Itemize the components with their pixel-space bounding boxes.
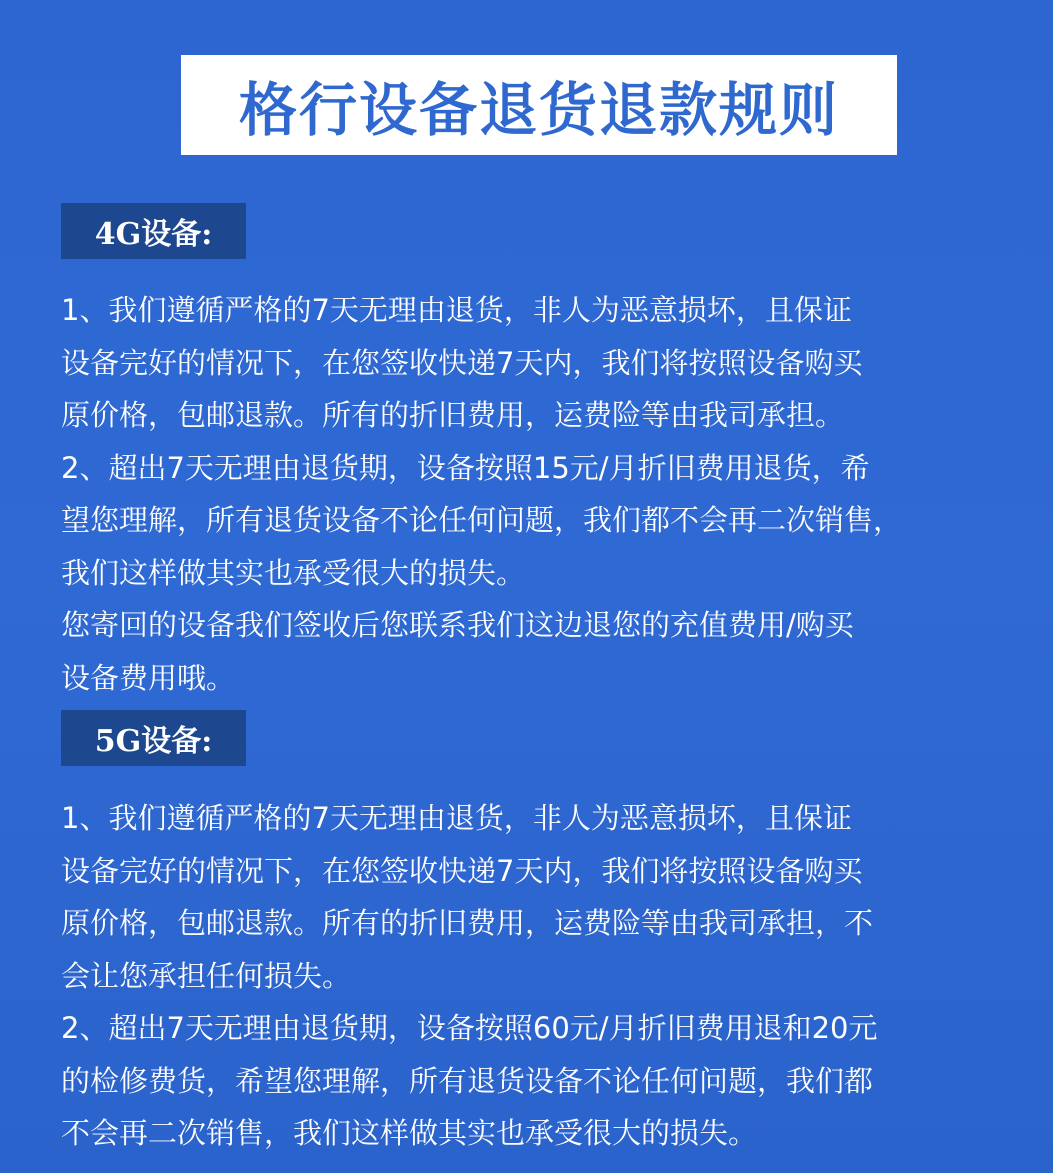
- rule-line: 设备完好的情况下，在您签收快递7天内，我们将按照设备购买: [61, 345, 863, 380]
- rule-line: 您寄回的设备我们签收后您联系我们这边退您的充值费用/购买: [61, 608, 854, 642]
- section-label-5g: [61, 710, 246, 766]
- rule-line: 1、我们遵循严格的7天无理由退货，非人为恶意损坏，且保证: [61, 293, 852, 327]
- rule-line: 原价格，包邮退款。所有的折旧费用，运费险等由我司承担。: [61, 398, 845, 432]
- rule-line: 原价格，包邮退款。所有的折旧费用，运费险等由我司承担，不: [61, 906, 874, 940]
- rule-line: 2、超出7天无理由退货期，设备按照15元/月折旧费用退货，希: [61, 450, 870, 485]
- rule-line: 不会再二次销售，我们这样做其实也承受很大的损失。: [61, 1116, 758, 1150]
- rule-line: 设备费用哦。: [61, 660, 236, 695]
- rule-line: 望您理解，所有退货设备不论任何问题，我们都不会再二次销售，: [61, 503, 903, 537]
- rule-line: 我们这样做其实也承受很大的损失。: [61, 555, 526, 590]
- section-label-text: 4G设备:: [94, 217, 213, 252]
- rule-line: 设备完好的情况下，在您签收快递7天内，我们将按照设备购买: [61, 853, 863, 888]
- rule-line: 的检修费货，希望您理解，所有退货设备不论任何问题，我们都: [61, 1063, 874, 1098]
- rule-line: 2、超出7天无理由退货期，设备按照60元/月折旧费用退和20元: [61, 1011, 878, 1045]
- rule-line: 1、我们遵循严格的7天无理由退货，非人为恶意损坏，且保证: [61, 801, 852, 835]
- title-banner: [181, 55, 897, 155]
- section-label-4g: [61, 203, 246, 259]
- page-title: 格行设备退货退款规则: [238, 76, 839, 144]
- section-content-5g: [61, 792, 1021, 1160]
- section-content-4g: [61, 284, 1021, 704]
- rule-line: 会让您承担任何损失。: [61, 958, 352, 993]
- section-label-text: 5G设备:: [94, 724, 213, 759]
